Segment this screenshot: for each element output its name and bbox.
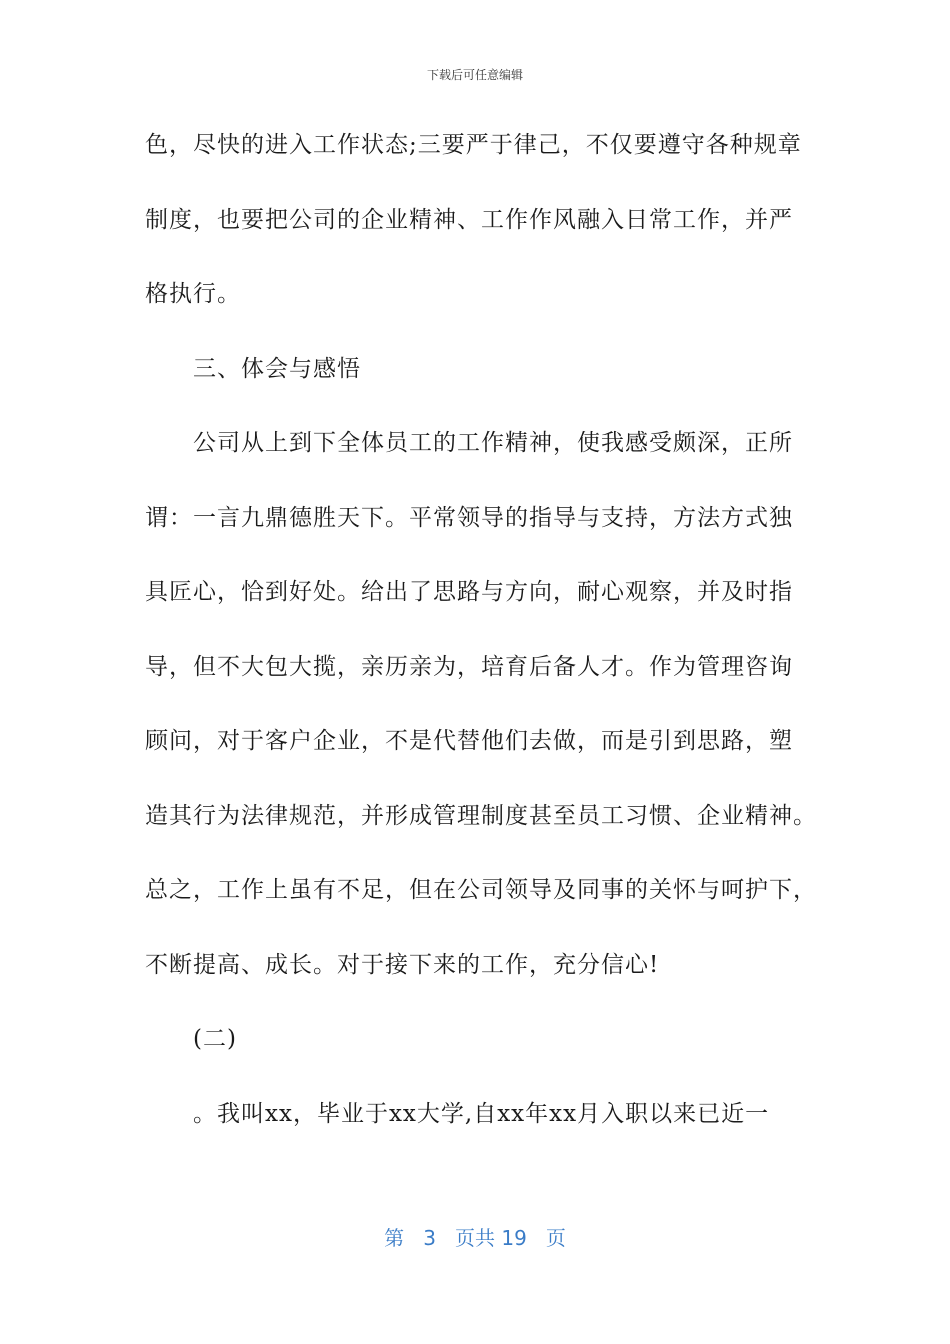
footer-current-page: 3 — [423, 1226, 436, 1250]
body-line-7: 具匠心，恰到好处。给出了思路与方向，耐心观察，并及时指 — [145, 579, 793, 605]
paragraph-start-line: 公司从上到下全体员工的工作精神，使我感受颇深，正所 — [193, 430, 793, 456]
footer-middle: 页共 — [455, 1226, 495, 1250]
body-line-9: 顾问，对于客户企业，不是代替他们去做，而是引到思路，塑 — [145, 728, 793, 754]
body-line-1: 色，尽快的进入工作状态;三要严于律己，不仅要遵守各种规章 — [145, 132, 802, 158]
body-line-10: 造其行为法律规范，并形成管理制度甚至员工习惯、企业精神。 — [145, 802, 817, 829]
body-line-6: 谓：一言九鼎德胜天下。平常领导的指导与支持，方法方式独 — [145, 504, 793, 531]
body-line-2: 制度，也要把公司的企业精神、工作作风融入日常工作，并严 — [145, 206, 793, 233]
body-line-12: 不断提高、成长。对于接下来的工作，充分信心! — [145, 951, 660, 978]
body-line-3: 格执行。 — [145, 281, 241, 307]
page-header: 下载后可任意编辑 — [426, 68, 523, 82]
document-body — [145, 120, 817, 1163]
subsection-marker: (二) — [193, 1026, 237, 1052]
footer-prefix: 第 — [384, 1226, 405, 1250]
footer-suffix: 页 — [545, 1226, 566, 1250]
page-footer — [0, 1222, 950, 1251]
body-line-8: 导，但不大包大揽，亲历亲为，培育后备人才。作为管理咨询 — [145, 653, 793, 680]
footer-total-pages: 19 — [501, 1226, 527, 1250]
paragraph-start-line-2: 。我叫xx，毕业于xx大学,自xx年xx月入职以来已近一 — [193, 1100, 770, 1127]
body-line-11: 总之，工作上虽有不足，但在公司领导及同事的关怀与呵护下， — [145, 877, 817, 903]
section-heading: 三、体会与感悟 — [193, 355, 361, 382]
